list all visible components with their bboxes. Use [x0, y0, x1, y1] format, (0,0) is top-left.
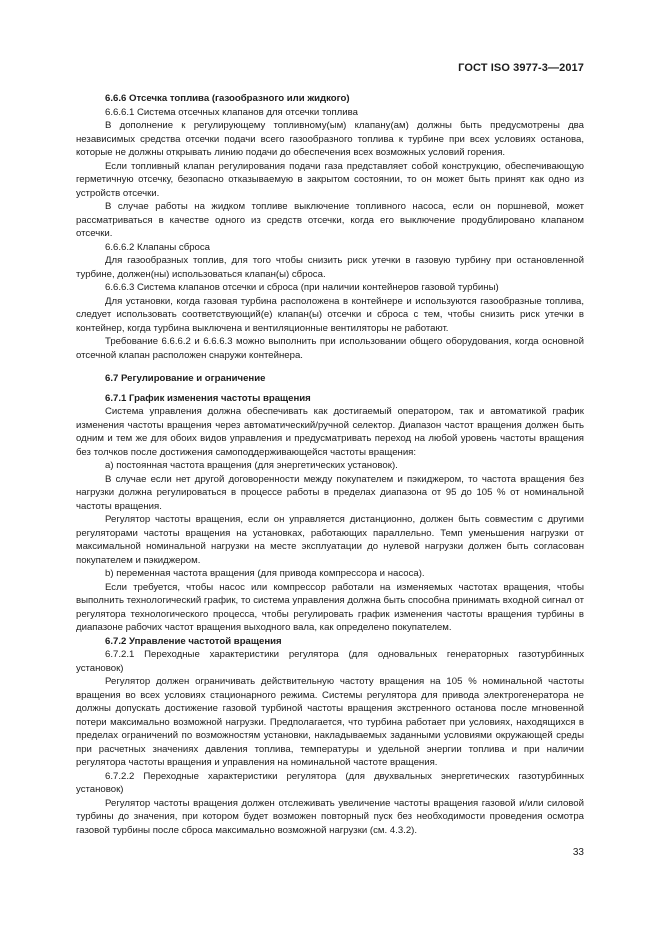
paragraph: Требование 6.6.6.2 и 6.6.6.3 можно выполнить при использовании общего оборудования, когда основной отсечной клапан расположен снаружи контейнера. [76, 336, 584, 361]
paragraph: Регулятор частоты вращения должен отслеживать увеличение частоты вращения газовой и/или силовой турбины до значения, при котором будет возможен повторный пуск без необходимости проведения осмотра газовой турбины после сброса максимально возможной нагрузки (см. 4.3.2). [76, 797, 584, 836]
section-heading-6-7: 6.7 Регулирование и ограничение [105, 373, 266, 384]
paragraph: Если топливный клапан регулирования подачи газа представляет собой конструкцию, обеспечивающую герметичную отсечку, безопасно отказываемую в закрытом состоянии, то он может быть принят как одно из устройств отсечки. [76, 160, 584, 199]
document-body [76, 92, 584, 837]
subsection-title-6-7-2-1: 6.7.2.1 Переходные характеристики регулятора (для одновальных генераторных газотурбинных установок) [76, 649, 584, 674]
paragraph: В случае работы на жидком топливе выключение топливного насоса, если он поршневой, может рассматриваться в качестве одного из средств отсечки, когда его выключение продублировано клапаном отсечки. [76, 201, 584, 239]
subsection-title-6-6-6-3: 6.6.6.3 Система клапанов отсечки и сброса (при наличии контейнеров газовой турбины) [105, 282, 499, 293]
paragraph: Регулятор частоты вращения, если он управляется дистанционно, должен быть совместим с другими регуляторами частоты вращения на установках, работающих параллельно. Темп уменьшения нагрузки от максимальной номинальной нагрузки на месте эксплуатации до нулевой нагрузки должен быть согласован покупателем и пэкиджером. [76, 514, 584, 566]
paragraph: Для установки, когда газовая турбина расположена в контейнере и используются газообразные топлива, следует использовать соответствующий(е) клапан(ы) отсечки и сброса с тем, чтобы снизить риск утечки в контейнер, когда турбина выключена и вентиляционные вентиляторы не работают. [76, 295, 584, 334]
section-heading-6-7-2: 6.7.2 Управление частотой вращения [105, 635, 282, 647]
paragraph: Для газообразных топлив, для того чтобы снизить риск утечки в газовую турбину при остановленной турбине, должен(ны) использоваться клапан(ы) сброса. [76, 255, 584, 280]
subsection-title-6-7-2-2: 6.7.2.2 Переходные характеристики регулятора (для двухвальных энергетических газотурбинных установок) [76, 770, 584, 795]
subsection-title-6-6-6-1: 6.6.6.1 Система отсечных клапанов для отсечки топлива [105, 106, 358, 118]
paragraph: В случае если нет другой договоренности между покупателем и пэкиджером, то частота вращения без нагрузки должна регулироваться в процессе работы в пределах диапазона от 95 до 105 % от номинальной частоты вращения. [76, 473, 584, 512]
section-heading-6-7-1: 6.7.1 График изменения частоты вращения [105, 392, 311, 404]
list-item-a: a) постоянная частота вращения (для энергетических установок). [105, 460, 398, 471]
page-number: 33 [572, 847, 584, 858]
paragraph: Если требуется, чтобы насос или компрессор работали на изменяемых частотах вращения, чтобы выполнить технологический график, то система управления должна быть способна принимать входной сигнал от регулятора технологического процесса, чтобы регулировать график изменения частоты вращения турбины в диапазоне рабочих частот вращения выходного вала, как определено покупателем. [76, 581, 584, 633]
section-heading-6-6-6: 6.6.6 Отсечка топлива (газообразного или жидкого) [105, 93, 350, 104]
list-item-b: b) переменная частота вращения (для привода компрессора и насоса). [105, 568, 425, 579]
subsection-title-6-6-6-2: 6.6.6.2 Клапаны сброса [105, 241, 211, 253]
document-header-id: ГОСТ ISO 3977-3—2017 [458, 62, 584, 74]
paragraph: Система управления должна обеспечивать как достигаемый оператором, так и автоматикой график изменения частоты вращения через автоматический/ручной селектор. Диапазон частот вращения должен быть одним и тем же для обоих видов управления и предусматривать переход на любой уровень частоты вращения без толчков после достижения самоподдерживающейся частоты вращения: [76, 406, 584, 458]
paragraph: В дополнение к регулирующему топливному(ым) клапану(ам) должны быть предусмотрены два независимых средства отсечки подачи всего газообразного топлива к турбине при всех условиях останова, которые не должны открывать линию подачи до обеспечения всех возможных условий горения. [76, 120, 584, 158]
paragraph: Регулятор должен ограничивать действительную частоту вращения на 105 % номинальной частоты вращения во всех условиях стационарного режима. Системы регулятора для привода электрогенератора не должны допускать достижение газовой турбиной частоты вращения экстренного останова после мгновенной потери максимально возможной нагрузки. Предполагается, что турбина работает при условиях, находящихся в пределах ограничений по возможностям установки, накладываемых заданными условиями окружающей среды при расчетных значениях давления топлива, температуры и удельной энергии топлива и при наличии регулятора частоты вращения и управления на номинальной частоте вращения. [76, 676, 584, 768]
